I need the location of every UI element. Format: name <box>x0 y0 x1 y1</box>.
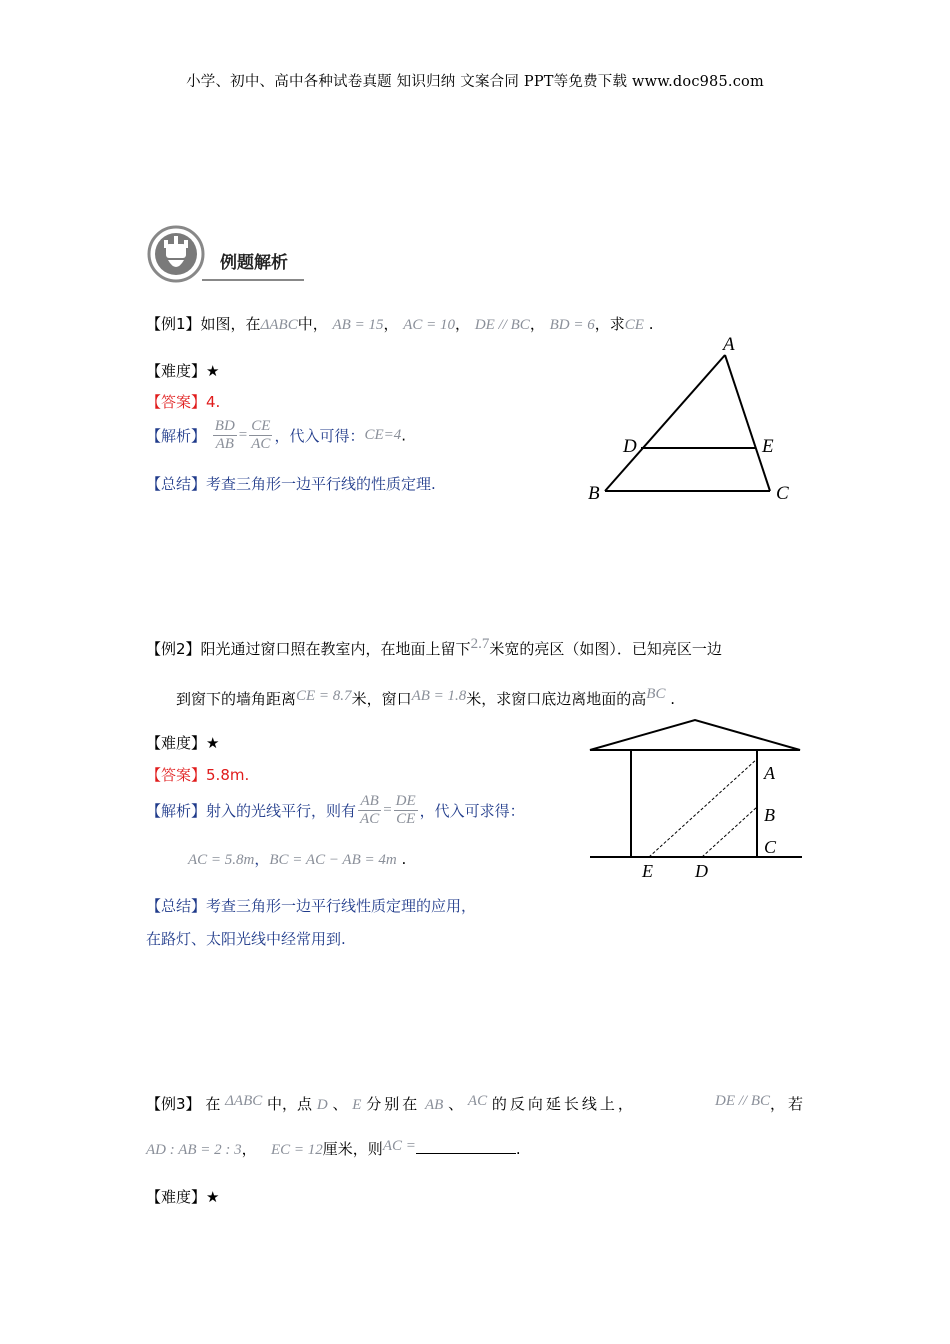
ex1-analysis <box>146 418 406 453</box>
ex3-d: D <box>316 1097 328 1113</box>
ex1-frac1-den: AB <box>215 436 234 452</box>
ex2-summary-text1: 考查三角形一边平行线性质定理的应用， <box>206 897 477 915</box>
ex1-summary-text: 考查三角形一边平行线的性质定理. <box>206 475 436 493</box>
ex2-frac2 <box>394 793 418 828</box>
ex2-wall <box>631 750 757 857</box>
ex2-text2d: . <box>670 690 676 708</box>
ex3-ab: AB <box>425 1097 444 1113</box>
ex1-label-a: A <box>723 334 735 355</box>
ex1-result: CE=4 <box>364 427 402 443</box>
ex2-answer-label: 【答案】 <box>146 766 207 784</box>
section-title: 例题解析 <box>220 253 288 273</box>
ex3-t3: 、 <box>332 1095 348 1113</box>
ex2-comma: ， <box>254 850 270 868</box>
ex2-eq: = <box>383 802 392 818</box>
ex1-frac2-den: AC <box>251 436 271 452</box>
ex1-frac1-num: BD <box>214 418 235 434</box>
ex2-light-ray-2 <box>702 807 757 857</box>
ex3-t10: . <box>515 1140 521 1158</box>
ex2-summary-label: 【总结】 <box>146 897 207 915</box>
ex1-de: DE // BC <box>474 317 530 333</box>
ex2-ab: AB = 1.8 <box>411 688 467 704</box>
ex1-answer <box>146 391 220 412</box>
ex3-triangle: ΔABC <box>225 1093 263 1109</box>
ex2-bc: BC <box>646 686 666 702</box>
ex2-summary <box>146 895 476 916</box>
ex2-difficulty <box>146 732 219 753</box>
ex3-t5: 、 <box>448 1095 464 1113</box>
ex2-summary-line2: 在路灯、太阳光线中经常用到. <box>146 930 346 948</box>
ex1-ab: AB = 15 <box>332 317 384 333</box>
section-banner <box>146 222 306 284</box>
ex2-roof <box>590 720 800 750</box>
ex3-difficulty-label: 【难度】 <box>146 1188 207 1206</box>
ex1-label-e: E <box>762 436 774 457</box>
ex3-t9: 厘米，则 <box>322 1140 383 1158</box>
ex1-intro: 如图，在 <box>200 315 261 333</box>
ex2-label-b: B <box>764 805 775 825</box>
ex1-ac: AC = 10 <box>403 317 456 333</box>
ex3-question-line1 <box>146 1093 806 1114</box>
ex1-result-end: . <box>401 426 407 445</box>
ex3-difficulty-stars: ★ <box>206 1188 220 1206</box>
ex2-answer <box>146 764 249 785</box>
ex2-frac1-num: AB <box>358 793 381 811</box>
ex1-analysis-text: ，代入可得： <box>274 427 365 445</box>
ex3-seg2 <box>715 1093 806 1114</box>
ex1-label-c: C <box>776 483 789 504</box>
ex2-text2b: 米，窗口 <box>351 690 412 708</box>
page-header: 小学、初中、高中各种试卷真题 知识归纳 文案合同 PPT等免费下载 www.doc985.com <box>186 74 764 90</box>
ex3-label: 【例3】 <box>146 1095 201 1113</box>
ex2-window-figure <box>585 715 810 885</box>
ex2-difficulty-label: 【难度】 <box>146 734 207 752</box>
ex2-label-e: E <box>642 861 653 881</box>
ex2-label: 【例2】 <box>146 640 201 658</box>
ex1-triangle: ΔABC <box>260 317 298 333</box>
ex1-label-d: D <box>623 436 637 457</box>
ex2-text2c: 米，求窗口底边离地面的高 <box>466 690 647 708</box>
ex1-difficulty <box>146 360 219 381</box>
ex2-calc <box>188 848 406 869</box>
ex1-frac2-num: CE <box>251 418 271 434</box>
ex3-t6: 的反向延长线上， <box>491 1095 636 1113</box>
ex2-calc2: BC = AC − AB = 4m <box>269 852 397 868</box>
ex1-label-b: B <box>588 483 600 504</box>
ex2-label-d: D <box>695 861 708 881</box>
ex1-triangle-figure <box>580 330 800 510</box>
ex3-question-line2 <box>146 1138 521 1159</box>
ex2-analysis <box>146 793 525 828</box>
ex3-t1: 在 <box>205 1095 221 1113</box>
ex3-seg1 <box>146 1093 636 1114</box>
ex3-ac: AC <box>467 1093 488 1109</box>
ex1-ask: ，求 <box>594 315 625 333</box>
ex3-ec: EC = 12 <box>271 1142 323 1158</box>
ex1-frac2 <box>249 418 272 453</box>
ex2-analysis-text2: ，代入可求得： <box>419 802 525 820</box>
ex3-t7: ，若 <box>769 1095 806 1113</box>
ex1-answer-value: 4. <box>206 393 221 411</box>
ex2-label-a: A <box>764 763 775 783</box>
ex2-ce: CE = 8.7 <box>296 688 352 704</box>
ex2-frac2-num: DE <box>395 793 416 809</box>
ex1-zhong: 中， <box>297 315 328 333</box>
ex1-ce: CE <box>624 317 644 333</box>
ex1-side-ac <box>725 355 770 491</box>
ex3-t4: 分别在 <box>366 1095 421 1113</box>
ex2-calc1: AC = 5.8m <box>188 852 255 868</box>
ex2-analysis-label: 【解析】 <box>146 802 207 820</box>
ex1-difficulty-stars: ★ <box>206 362 220 380</box>
ex3-e: E <box>352 1097 362 1113</box>
ex1-bd: BD = 6 <box>549 317 595 333</box>
ex1-summary <box>146 473 436 494</box>
ex2-calc-end: . <box>401 850 407 868</box>
ex1-eq: = <box>238 427 248 443</box>
ex2-frac2-den: CE <box>396 811 416 827</box>
ex2-question-line1 <box>146 638 722 659</box>
ex1-answer-label: 【答案】 <box>146 393 207 411</box>
ex2-question-line2 <box>176 688 675 709</box>
ex1-question: 【例1】如图，在ΔABC中， AB = 15， AC = 10， DE // BC， BD = 6，求CE . <box>146 315 654 333</box>
ex1-difficulty-label: 【难度】 <box>146 362 207 380</box>
ex2-light-ray-1 <box>649 759 757 857</box>
ex2-frac1 <box>358 793 381 828</box>
ex2-text2a: 到窗下的墙角距离 <box>176 690 297 708</box>
ex2-frac1-den: AC <box>360 811 380 827</box>
ex3-de: DE // BC <box>714 1093 770 1109</box>
ex2-text1a: 阳光通过窗口照在教室内，在地面上留下 <box>200 640 471 658</box>
ex1-analysis-label: 【解析】 <box>146 427 207 445</box>
ex2-label-c: C <box>764 837 777 857</box>
ex3-t8: ， <box>241 1140 257 1158</box>
ex1-label: 【例1】 <box>146 315 201 333</box>
ex2-text1b: 米宽的亮区（如图）．已知亮区一边 <box>489 640 722 658</box>
ex1-summary-label: 【总结】 <box>146 475 207 493</box>
ex2-difficulty-stars: ★ <box>206 734 220 752</box>
ex2-width: 2.7 <box>470 636 490 652</box>
ex1-end: . <box>648 315 654 333</box>
ex2-answer-value: 5.8m. <box>206 766 250 784</box>
ex2-analysis-text: 射入的光线平行，则有 <box>206 802 357 820</box>
ex1-side-ab <box>605 355 725 491</box>
ex3-ratio: AD : AB = 2 : 3 <box>146 1142 242 1158</box>
answer-blank[interactable] <box>416 1139 516 1154</box>
ex3-ac-question: AC = <box>382 1138 416 1154</box>
ex3-t2: 中，点 <box>267 1095 313 1113</box>
ex3-difficulty <box>146 1186 219 1207</box>
ex1-frac1 <box>213 418 237 453</box>
